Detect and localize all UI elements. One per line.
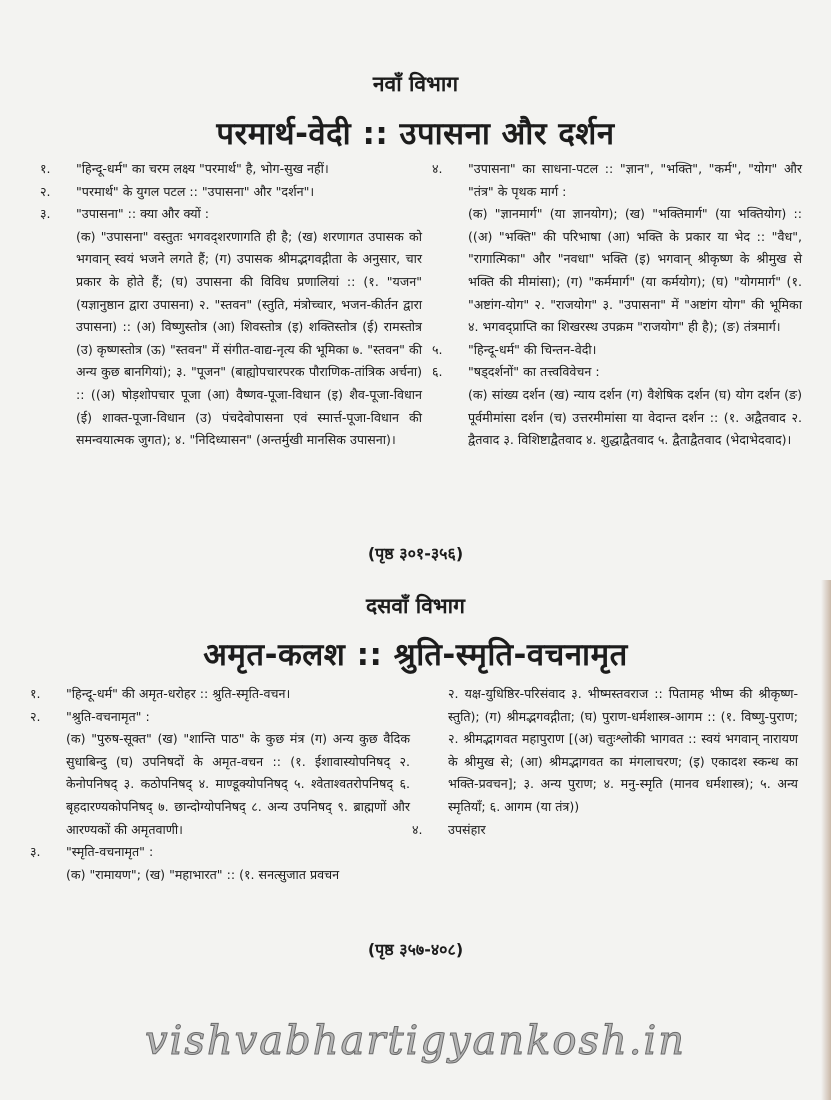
list-item bbox=[412, 683, 798, 819]
list-item bbox=[30, 841, 410, 886]
section-10-left-column bbox=[30, 683, 410, 886]
list-item bbox=[40, 203, 422, 452]
item-number: ४. bbox=[412, 821, 423, 837]
item-text: "हिन्दू-धर्म" की अमृत-धरोहर :: श्रुति-स्मृति-वचन। bbox=[66, 686, 291, 701]
item-text: "स्मृति-वचनामृत" : bbox=[66, 844, 154, 860]
item-number: ६. bbox=[432, 364, 443, 380]
item-text: "षड्दर्शनों" का तत्त्वविवेचन : bbox=[468, 364, 600, 380]
item-subtext: २. यक्ष-युधिष्ठिर-परिसंवाद ३. भीष्मस्तवराज :: पितामह भीष्म की श्रीकृष्ण-स्तुति); (ग) श्रीमद्भगवद्गीता; (घ) पुराण-धर्मशास्त्र-आगम :: (१. विष्णु-पुराण; २. श्रीमद्भागवत महापुराण [(अ) चतुःश्लोकी भागवत :: स्वयं भगवान् नारायण के श्रीमुख से; (आ) श्रीमद्भागवत का मंगलाचरण; (इ) एकादश स्कन्ध का भक्ति-प्रवचन]; ३. अन्य पुराण; ४. मनु-स्मृति (मानव धर्मशास्त्र); ५. अन्य स्मृतियाँ; ६. आगम (या तंत्र)) bbox=[448, 686, 798, 814]
item-text: उपसंहार bbox=[448, 821, 486, 837]
section-10-label: दसवाँ विभाग bbox=[366, 594, 465, 618]
item-subtext: (क) "रामायण"; (ख) "महाभारत" :: (१. सनत्सुजात प्रवचन bbox=[66, 866, 340, 882]
item-number: ३. bbox=[30, 844, 41, 860]
page-edge bbox=[821, 580, 831, 1100]
section-10-title: अमृत-कलश :: श्रुति-स्मृति-वचनामृत bbox=[203, 637, 628, 673]
section-9-right-column bbox=[432, 158, 802, 452]
item-number: ४. bbox=[432, 161, 443, 176]
list-item bbox=[30, 683, 410, 706]
item-text: "श्रुति-वचनामृत" : bbox=[66, 708, 150, 724]
item-number: २. bbox=[40, 183, 51, 199]
item-number: ३. bbox=[40, 206, 51, 222]
section-9-left-column bbox=[40, 158, 422, 452]
section-10-right-column bbox=[412, 683, 798, 841]
item-number: ५. bbox=[432, 341, 443, 357]
item-number: १. bbox=[40, 161, 51, 176]
item-subtext: (क) "पुरुष-सूक्त" (ख) "शान्ति पाठ" के कुछ मंत्र (ग) अन्य कुछ वैदिक सुधाबिन्दु (घ) उपनिषदों के अमृत-वचन :: (१. ईशावास्योपनिषद् २. केनोपनिषद् ३. कठोपनिषद् ४. माण्डूक्योपनिषद् ५. श्वेताश्वतरोपनिषद् ६. बृहदारण्यकोपनिषद् ७. छान्दोग्योपनिषद् ८. अन्य उपनिषद् ९. ब्राह्मणों और आरण्यकों की अमृतवाणी। bbox=[66, 731, 410, 837]
section-9-page-range: (पृष्ठ ३०१-३५६) bbox=[367, 544, 464, 563]
item-subtext: (क) सांख्य दर्शन (ख) न्याय दर्शन (ग) वैशेषिक दर्शन (घ) योग दर्शन (ङ) पूर्वमीमांसा दर्शन (च) उत्तरमीमांसा या वेदान्त दर्शन :: (१. अद्वैतवाद २. द्वैतवाद ३. विशिष्टाद्वैतवाद ४. शुद्धाद्वैतवाद ५. द्वैताद्वैतवाद (भेदाभेदवाद)। bbox=[468, 386, 802, 448]
item-number: २. bbox=[30, 708, 41, 724]
item-text: "उपासना" :: क्या और क्यों : bbox=[76, 206, 210, 222]
list-item bbox=[40, 181, 422, 204]
item-text: "हिन्दू-धर्म" की चिन्तन-वेदी। bbox=[468, 341, 597, 357]
item-number: १. bbox=[30, 686, 41, 701]
watermark: vishvabhartigyankosh.in bbox=[144, 1018, 687, 1064]
list-item bbox=[432, 158, 802, 339]
section-10-page-range: (पृष्ठ ३५७-४०८) bbox=[367, 940, 464, 959]
section-9-label: नवाँ विभाग bbox=[372, 72, 459, 96]
list-item bbox=[432, 339, 802, 362]
list-item bbox=[432, 361, 802, 451]
section-9-title: परमार्थ-वेदी :: उपासना और दर्शन bbox=[216, 116, 615, 152]
item-text: "हिन्दू-धर्म" का चरम लक्ष्य "परमार्थ" है, भोग-सुख नहीं। bbox=[76, 161, 329, 176]
list-item bbox=[412, 819, 798, 842]
item-subtext: (क) "उपासना" वस्तुतः भगवद्शरणागति ही है; (ख) शरणागत उपासक को भगवान् स्वयं भजने लगते हैं; (ग) उपासक श्रीमद्भगवद्गीता के अनुसार, चार प्रकार के होते हैं; (घ) उपासना की विविध प्रणालियां :: (१. "यजन" (यज्ञानुष्ठान द्वारा उपासना) २. "स्तवन" (स्तुति, मंत्रोच्चार, भजन-कीर्तन द्वारा उपासना) :: (अ) विष्णुस्तोत्र (आ) शिवस्तोत्र (इ) शक्तिस्तोत्र (ई) रामस्तोत्र (उ) कृष्णस्तोत्र (ऊ) "स्तवन" में संगीत-वाद्य-नृत्य की भूमिका ७. "स्तवन" की अन्य कुछ बानगियां); ३. "पूजन" (बाह्योपचारपरक पौराणिक-तांत्रिक अर्चना) :: ((अ) षोड़शोपचार पूजा (आ) वैष्णव-पूजा-विधान (इ) शैव-पूजा-विधान (ई) शाक्त-पूजा-विधान (उ) पंचदेवोपासना एवं स्मार्त्त-पूजा-विधान की समन्वयात्मक जुगत); ४. "निदिध्यासन" (अन्तर्मुखी मानसिक उपासना)। bbox=[76, 228, 422, 448]
item-text: "परमार्थ" के युगल पटल :: "उपासना" और "दर्शन"। bbox=[76, 183, 315, 199]
list-item bbox=[40, 158, 422, 181]
item-text: "उपासना" का साधना-पटल :: "ज्ञान", "भक्ति", "कर्म", "योग" और "तंत्र" के पृथक मार्ग : bbox=[468, 161, 802, 199]
item-subtext: (क) "ज्ञानमार्ग" (या ज्ञानयोग); (ख) "भक्तिमार्ग" (या भक्तियोग) :: ((अ) "भक्ति" की परिभाषा (आ) भक्ति के प्रकार या भेद :: "वैध", "रागात्मिका" और "नवधा" भक्ति (इ) भगवान् श्रीकृष्ण के श्रीमुख से भक्ति की मीमांसा); (ग) "कर्ममार्ग" (या कर्मयोग); (घ) "योगमार्ग" (१. "अष्टांग-योग" २. "राजयोग" ३. "उपासना" में "अष्टांग योग" की भूमिका ४. भगवद्प्राप्ति का शिखरस्थ उपक्रम "राजयोग" ही है); (ङ) तंत्रमार्ग। bbox=[468, 206, 802, 335]
list-item bbox=[30, 706, 410, 842]
